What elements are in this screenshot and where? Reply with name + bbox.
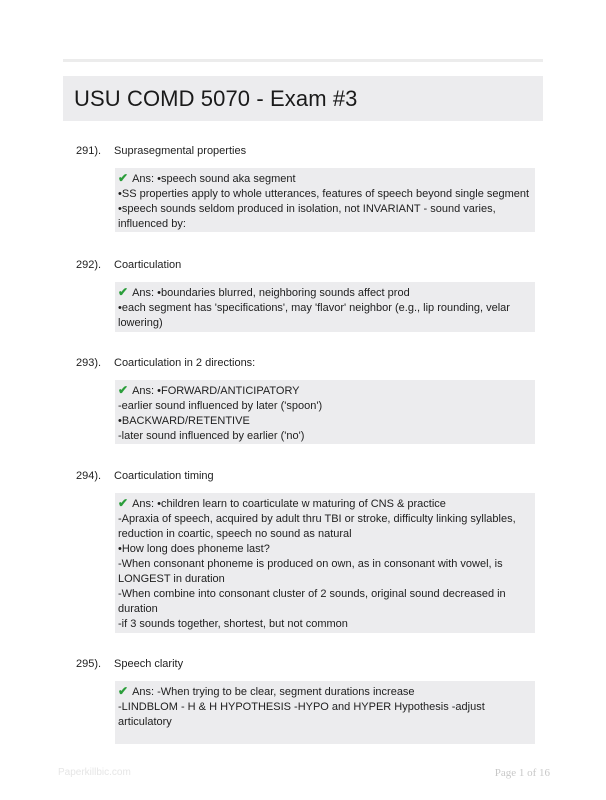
- answer-line: -LINDBLOM - H & H HYPOTHESIS -HYPO and HYPER Hypothesis -adjust articulatory: [118, 701, 485, 728]
- question-number: 291).: [76, 145, 102, 157]
- answer-line: -Apraxia of speech, acquired by adult thru TBI or stroke, difficulty linking syllables, reduction in coartic, speech no sound as natural: [118, 513, 516, 540]
- checkmark-icon: ✔: [118, 383, 129, 397]
- footer-watermark: Paperkillbic.com: [58, 767, 131, 778]
- answer-box: [115, 380, 535, 444]
- answer-line: •speech sounds seldom produced in isolation, not INVARIANT - sound varies, influenced by:: [118, 203, 496, 230]
- answer-line: •children learn to coarticulate w maturing of CNS & practice: [157, 498, 446, 510]
- checkmark-icon: ✔: [118, 171, 129, 185]
- answer-line: -earlier sound influenced by later ('spoon'): [118, 400, 323, 412]
- checkmark-icon: ✔: [118, 684, 129, 698]
- answer-prefix: Ans:: [132, 287, 158, 299]
- answer-prefix: Ans:: [132, 686, 158, 698]
- checkmark-icon: ✔: [118, 496, 129, 510]
- question-text: Coarticulation: [114, 259, 182, 271]
- answer-line: -if 3 sounds together, shortest, but not common: [118, 618, 348, 630]
- answer-line: -When consonant phoneme is produced on own, as in consonant with vowel, is LONGEST in duration: [118, 558, 503, 585]
- question-number: 292).: [76, 259, 102, 271]
- answer-line: -When trying to be clear, segment durations increase: [157, 686, 415, 698]
- answer-line: -When combine into consonant cluster of 2 sounds, original sound decreased in duration: [118, 588, 506, 615]
- question-number: 293).: [76, 357, 102, 369]
- answer-line: •SS properties apply to whole utterances, features of speech beyond single segment: [118, 188, 530, 200]
- answer-prefix: Ans:: [132, 498, 158, 510]
- answer-box: [115, 282, 535, 332]
- answer-prefix: Ans:: [132, 173, 158, 185]
- question-text: Speech clarity: [114, 658, 184, 670]
- answer-box: [115, 168, 535, 232]
- question-text: Coarticulation timing: [114, 470, 214, 482]
- question-number: 294).: [76, 470, 102, 482]
- answer-line: •boundaries blurred, neighboring sounds affect prod: [157, 287, 410, 299]
- question-text: Coarticulation in 2 directions:: [114, 357, 256, 369]
- page-title: USU COMD 5070 - Exam #3: [74, 85, 358, 111]
- question-text: Suprasegmental properties: [114, 145, 247, 157]
- title-bar: [63, 76, 543, 121]
- answer-line: •each segment has 'specifications', may 'flavor' neighbor (e.g., lip rounding, velar lowering): [118, 302, 510, 329]
- question-number: 295).: [76, 658, 102, 670]
- checkmark-icon: ✔: [118, 285, 129, 299]
- answer-prefix: Ans:: [132, 385, 158, 397]
- top-rule: [63, 59, 543, 62]
- answer-line: -later sound influenced by earlier ('no'): [118, 430, 305, 442]
- answer-line: •BACKWARD/RETENTIVE: [118, 415, 250, 427]
- answer-line: •speech sound aka segment: [157, 173, 296, 185]
- answer-box: [115, 681, 535, 744]
- answer-line: •How long does phoneme last?: [118, 543, 270, 555]
- answer-line: •FORWARD/ANTICIPATORY: [157, 385, 300, 397]
- answer-box: [115, 493, 535, 633]
- page-indicator: Page 1 of 16: [494, 767, 550, 779]
